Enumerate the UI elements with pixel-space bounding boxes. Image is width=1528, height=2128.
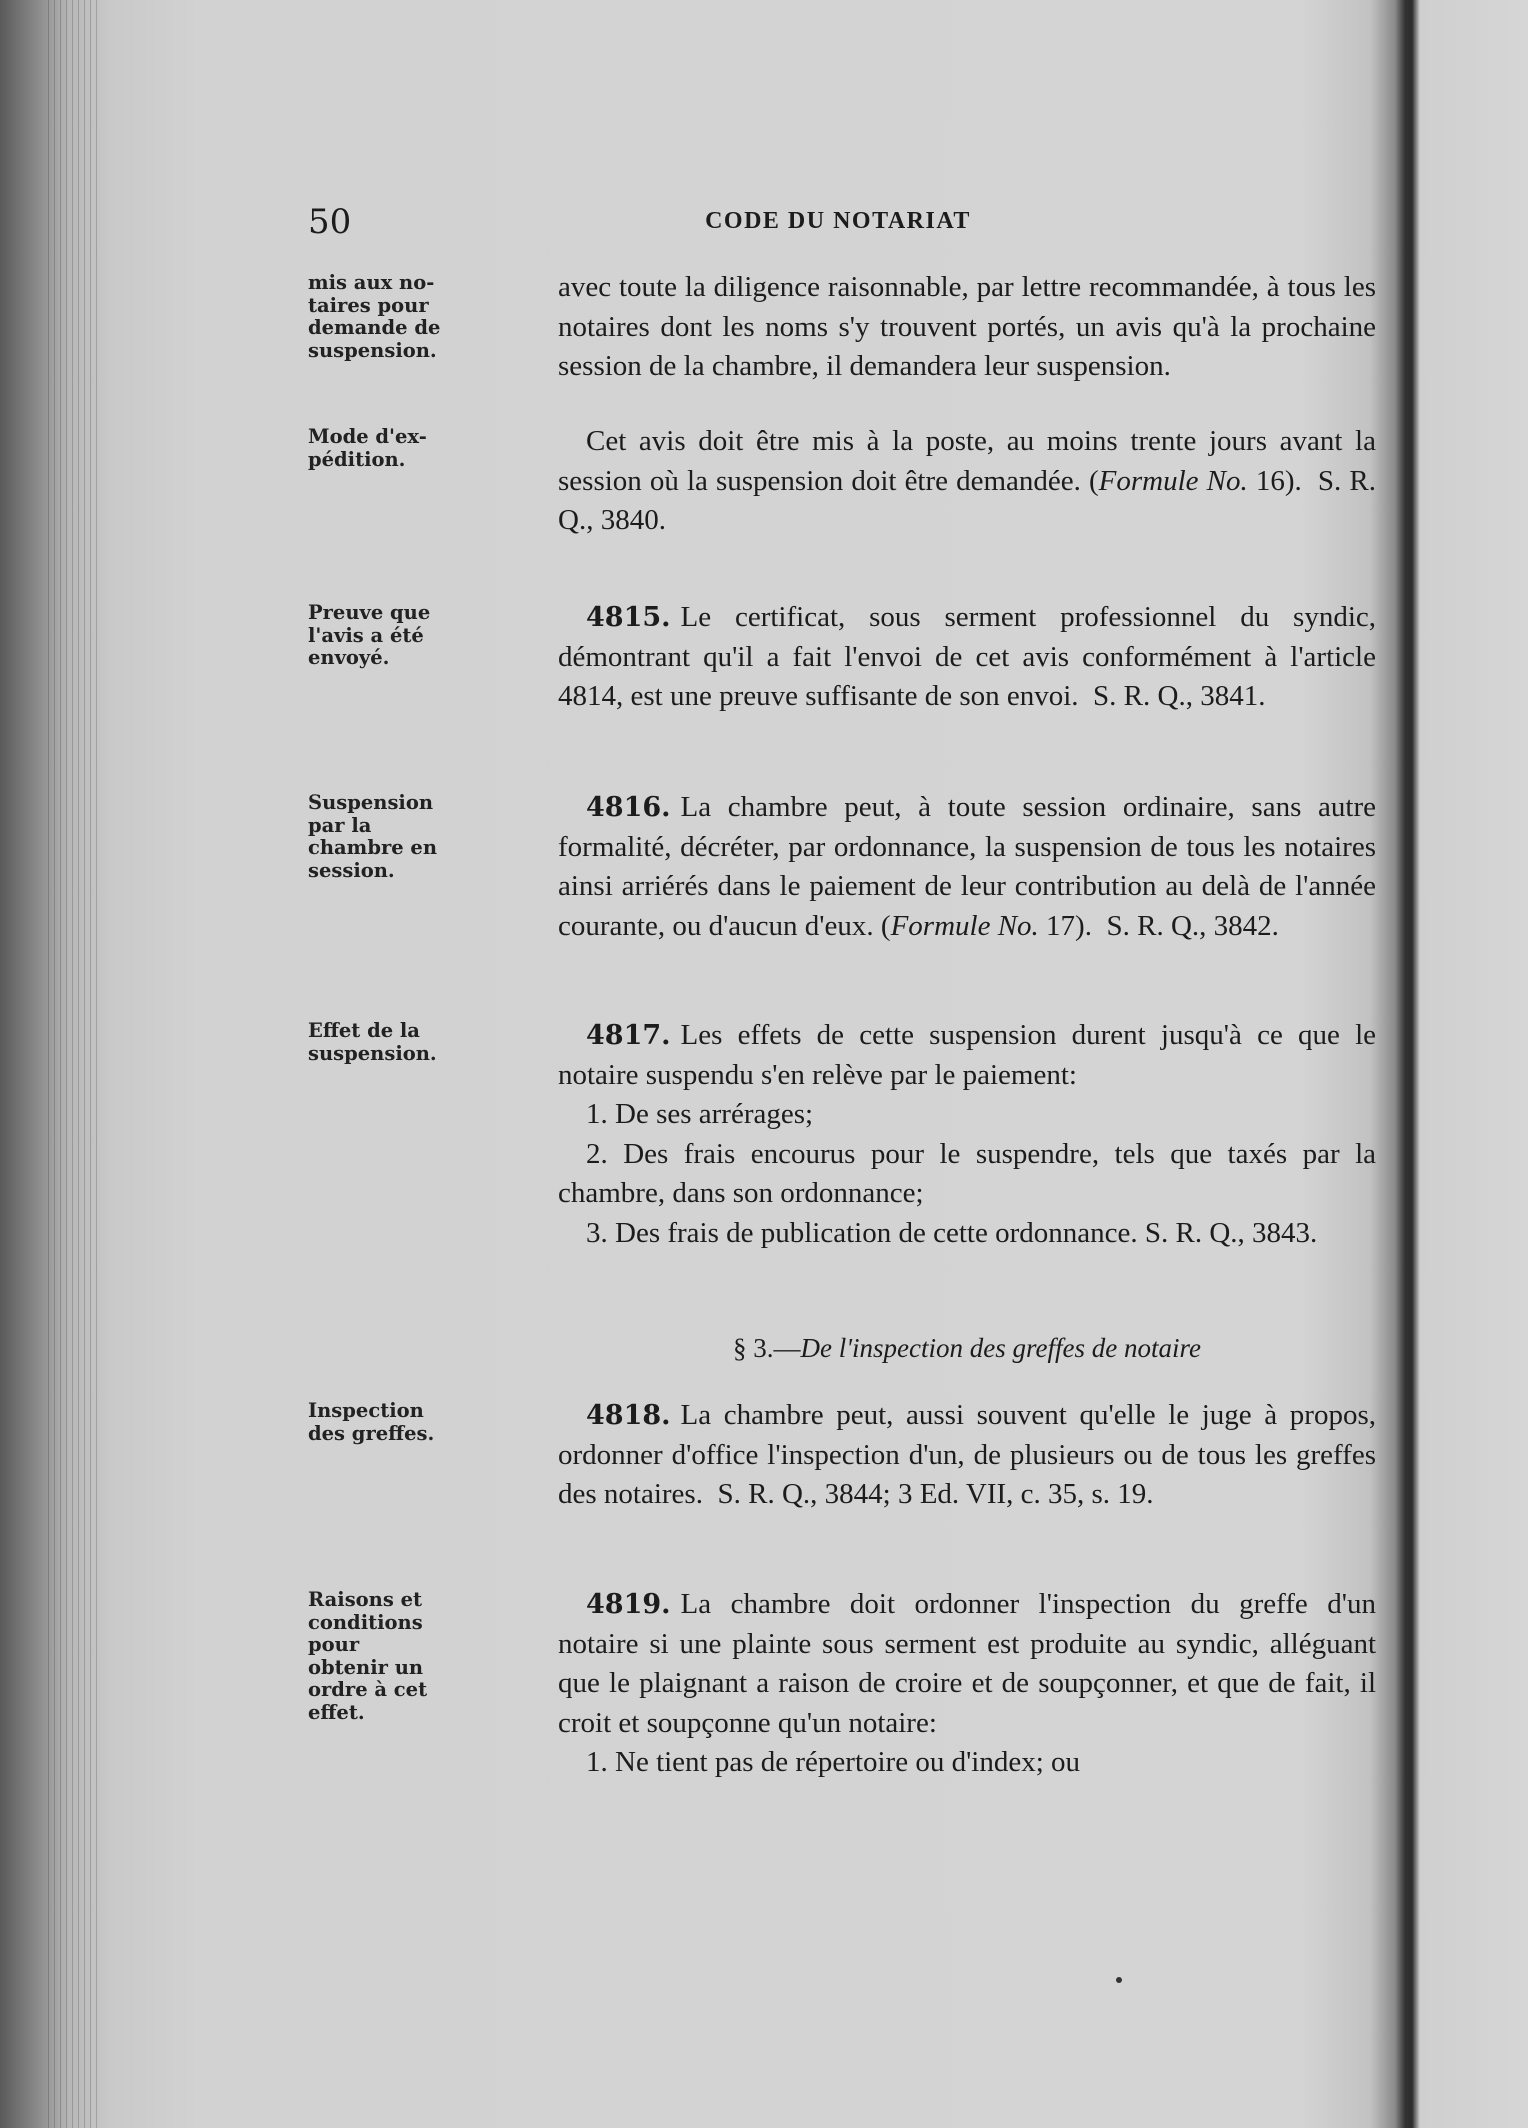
margin-note: mis aux no-taires pour demande de suspension. xyxy=(308,271,441,362)
formula-number: 16 xyxy=(1255,464,1285,497)
page-number: 50 xyxy=(308,202,352,242)
paragraph-continuation xyxy=(308,268,1378,387)
statute-reference: S. R. Q., 3844; 3 Ed. VII, c. 35, s. 19. xyxy=(717,1478,1154,1510)
article-body: La chambre peut, aussi souvent qu'elle le juge à propos, ordonner d'office l'inspection d'un, de plusieurs ou de tous les greffes des notaires. xyxy=(558,1399,1376,1510)
article-body: Le certificat, sous serment professionnel du syndic, démontrant qu'il a fait l'envoi de cet avis conformément à l'article 4814, est une preuve suffisante de son envoi. xyxy=(558,601,1376,712)
list-item: 2. Des frais encourus pour le suspendre, tels que taxés par la chambre, dans son ordonnance; xyxy=(558,1137,1376,1209)
article-number: 4817. xyxy=(586,1020,671,1051)
article-4819 xyxy=(308,1585,1378,1783)
article-text xyxy=(558,1016,1376,1095)
ink-speck xyxy=(1116,1977,1122,1983)
paragraph-mode-expedition xyxy=(308,422,1378,541)
article-number: 4815. xyxy=(586,602,671,633)
statute-reference: S. R. Q., 3842. xyxy=(1106,909,1279,942)
formula-label: Formule No. xyxy=(1098,464,1248,497)
article-number: 4816. xyxy=(586,792,671,823)
article-body: Les effets de cette suspension durent jusqu'à ce que le notaire suspendu s'en relève par le paiement: xyxy=(558,1019,1376,1091)
statute-reference: S. R. Q., 3840. xyxy=(558,464,1376,536)
book-page xyxy=(108,30,1398,2100)
article-number: 4818. xyxy=(586,1400,671,1431)
article-number: 4819. xyxy=(586,1589,671,1620)
section-title: De l'inspection des greffes de notaire xyxy=(800,1333,1201,1363)
article-body: La chambre doit ordonner l'inspection du greffe d'un notaire si une plainte sous serment est produite au syndic, alléguant que le plaignant a raison de croire et de soupçonner, et que de fait, il croit et soupçonne qu'un notaire: xyxy=(558,1588,1376,1739)
article-text xyxy=(558,1585,1376,1743)
formula-label: Formule No. xyxy=(890,909,1039,942)
page-stack-edge xyxy=(48,0,98,2128)
running-head xyxy=(308,202,1368,252)
article-4815 xyxy=(308,598,1378,717)
margin-note: Mode d'ex-pédition. xyxy=(308,425,427,471)
article-text xyxy=(558,598,1376,717)
book-title: CODE DU NOTARIAT xyxy=(705,208,971,234)
statute-reference: S. R. Q., 3841. xyxy=(1093,680,1266,712)
article-4816 xyxy=(308,788,1378,946)
article-text xyxy=(558,1396,1376,1515)
article-4818 xyxy=(308,1396,1378,1515)
formula-number: 17 xyxy=(1046,909,1076,942)
paragraph-text: Cet avis doit être mis à la poste, au moins trente jours avant la session où la suspension doit être demandée. (Formule No. 16). S. R. Q., 3840. xyxy=(558,425,1376,536)
paragraph-text: avec toute la diligence raisonnable, par lettre recommandée, à tous les notaires dont les noms s'y trouvent portés, un avis qu'à la prochaine session de la chambre, il demandera leur suspension. xyxy=(558,271,1376,382)
section-heading xyxy=(558,1333,1376,1364)
section-number: § 3.— xyxy=(733,1333,801,1363)
margin-note: Preuve que l'avis a été envoyé. xyxy=(308,601,431,669)
article-4817 xyxy=(308,1016,1378,1253)
margin-note: Effet de la suspension. xyxy=(308,1019,437,1065)
list-item: 1. De ses arrérages; xyxy=(586,1098,814,1130)
margin-note: Inspection des greffes. xyxy=(308,1399,435,1445)
list-item: 3. Des frais de publication de cette ordonnance. S. R. Q., 3843. xyxy=(586,1216,1318,1249)
margin-note: Suspension par la chambre en session. xyxy=(308,791,438,882)
list-item: 1. Ne tient pas de répertoire ou d'index; ou xyxy=(586,1746,1081,1778)
article-text: 4816. La chambre peut, à toute session ordinaire, sans autre formalité, décréter, par ordonnance, la suspension de tous les notaires ainsi arriérés dans le paiement de leur contribution au delà de l'année courante, ou d'aucun d'eux. (Formule No. 17). S. R. Q., 3842. xyxy=(558,791,1376,942)
article-body: La chambre peut, à toute session ordinaire, sans autre formalité, décréter, par ordonnance, la suspension de tous les notaires ainsi arriérés dans le paiement de leur contribution au delà de l'année courante, ou d'aucun d'eux. xyxy=(558,791,1376,942)
margin-note: Raisons et conditions pour obtenir un ordre à cet effet. xyxy=(308,1588,428,1724)
paragraph-body: Cet avis doit être mis à la poste, au moins trente jours avant la session où la suspension doit être demandée. xyxy=(558,425,1376,497)
